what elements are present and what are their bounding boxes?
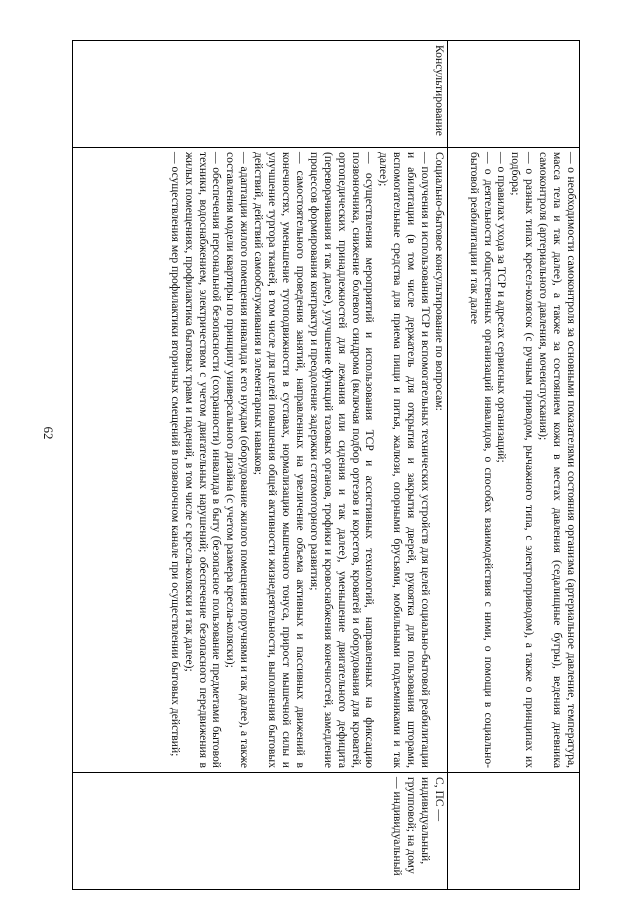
list-item: — самостоятельного проведения занятий, направленных на увеличение объема активных и пассивных движений в конечностях, уменьшение тугоподвижности в суставах, нормализацию мышечного тонуса, прирост мышечной силы и улучшение тургора тканей, в том числе для целей повышения общей активности жизнедеятельности, выполнения бытовых действий, действий самообслуживания и элементарных навыков; (252, 152, 307, 768)
list-item: — о разных типах кресел-колясок (с ручным приводом, рычажного типа, с электроприводом), а также о принципах их подбора; (509, 152, 537, 768)
content-cell (73, 148, 448, 773)
table-row (73, 41, 448, 890)
category-cell: Консультирование (73, 41, 448, 148)
form-cell (448, 773, 580, 890)
page-number: 62 (41, 426, 56, 440)
content-cell (448, 148, 580, 773)
list-item: — обеспечения персональной безопасности (сохранности) инвалида в быту (безопасное пользование предметами бытовой техники, водоснабжением, электричеством с учетом двигательных нарушений; обеспечение безопасного передвижения в жилых помещениях, профилактика бытовых травм и падений, в том числе с кресла-коляски и так далее); (182, 152, 224, 768)
list-item: — адаптации жилого помещения инвалида к его нуждам (оборудование жилого помещения поручнями и так далее), а также составления модели квартиры по принципу универсального дизайна (с учетом размера кресла-коляски); (224, 152, 252, 768)
rotated-table-sheet (72, 40, 580, 876)
list-item: — осуществления мероприятий и использования ТСР и ассистивных технологий, направленных на фиксацию позвоночника, снижение болевого синдрома (включая подбор ортезов и корсетов, кроватей и оборудования для кроватей, ортопедических принадлежностей для лежания или сидения и так далее), уменьшение двигательного дефицита (переворачивания и так далее), улучшение функций тазовых органов, трофики и кровоснабжения конечностей, замедление процессов формирования контрактур и преодоление задержки статомоторного развития; (307, 152, 377, 768)
list-item: — о деятельности общественных организаций инвалидов, о способах взаимодействия с ними, о помощи в социально-бытовой реабилитации и так далее (467, 152, 495, 768)
list-item: — получения и использования ТСР и вспомогательных технических устройств для целей социально-бытовой реабилитации и абилитации (в том числе держатель для открытия и закрытия дверей, рукоятка для пользования шторами, вспомогательные средства для приема пищи и питья, жалюзи, опорными брусьями, мобильными подъемниками и так далее); (377, 152, 433, 768)
list-item: — осуществления мер профилактики вторичных смещений в позвоночном канале при осуществлении бытовых действий; (168, 152, 182, 757)
services-table (72, 40, 580, 890)
list-item: — о правилах ухода за ТСР и адресах сервисных организаций; (495, 152, 509, 463)
category-cell (448, 41, 580, 148)
form-cell: С, ПС — индивидуальный, групповой; на дому — индивидуальный (73, 773, 448, 890)
list-item: — о необходимости самоконтроля за основными показателями состояния организма (артериальное давление, температура, масса тела и так далее), а также за состоянием кожи в местах давления (седалищные бугры), ведения дневника самоконтроля (артериального давления, мочеиспускания); (537, 152, 578, 768)
table-row (448, 41, 580, 890)
section-heading: Социально-бытовое консультирование по вопросам: (433, 152, 446, 411)
